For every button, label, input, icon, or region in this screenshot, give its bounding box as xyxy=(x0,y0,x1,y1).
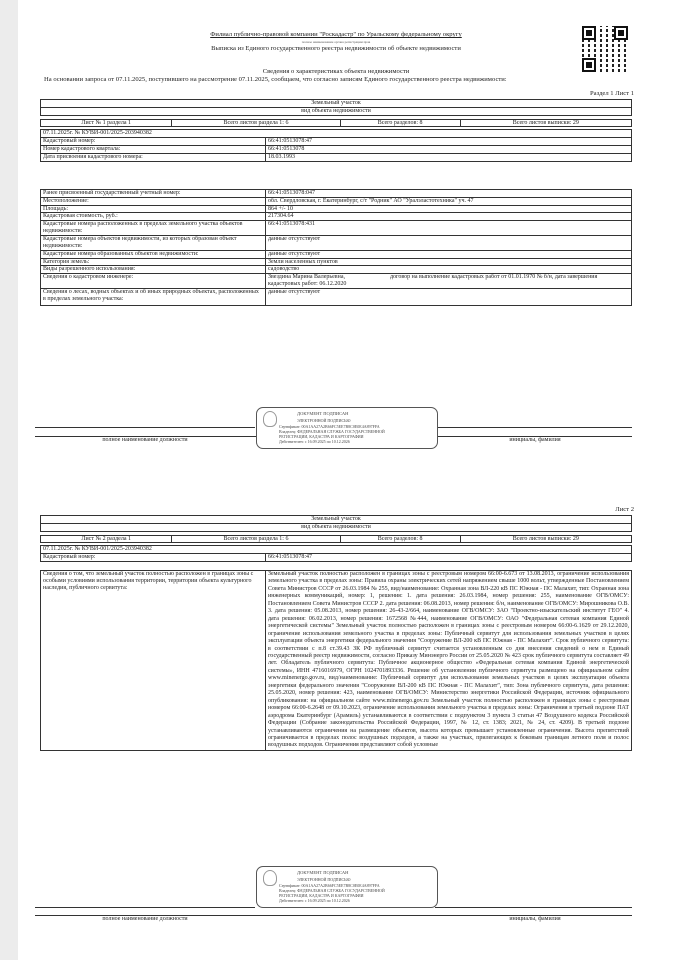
table-row xyxy=(41,570,632,750)
table-row: Дата присвоения кадастрового номера: 18.03.1993 xyxy=(41,153,632,161)
table-row: Кадастровые номера расположенных в пределах земельного участка объектов недвижимости: 66:41:0513078:431 xyxy=(41,221,632,236)
table-row: Кадастровый номер: 66:41:0513078:47 xyxy=(41,554,632,562)
total-section-sheets: Всего листов раздела 1: 6 xyxy=(172,535,340,543)
table-row: Местоположение: обл. Свердловская, г. Екатеринбург, с/т "Родник" АО "Уралэластотехника" уч. 47 xyxy=(41,197,632,205)
object-type-caption: вид объекта недвижимости xyxy=(41,523,632,531)
date-number: 07.11.2025г. № КУВИ-001/2025-203940382 xyxy=(41,546,632,554)
object-type-table xyxy=(40,99,632,162)
organization-name: Филиал публично-правовой компании "Роскадастр" по Уральскому федеральному округу xyxy=(210,31,462,38)
characteristics-table xyxy=(40,189,632,306)
zone-value: Земельный участок полностью расположен в границах зоны с реестровым номером 66:00-6.673 от 13.08.2013, ограничение использования земельного участка в пределах зоны: Правила охраны электрических сетей напряжением свыше 1000 вольт, утвержденные Постановлением Совета Министров СССР от 26.03.1984 № 255, вид/наименование: Охранная зона ВЛ-220 кВ ПС Южная - ПС Малахит, тип: Охранная зона инженерных коммуникаций, номер: 1, решения: 1. дата решения: 26.03.1984, номер решения: 255, наименование ОГВ/ОМСУ: Постановлением Совета Министров СССР 2. дата решения: 06.08.2013, номер решения: б/н, наименование ОГВ/ОМСУ: Мирошникова О.В. 3. дата решения: 05.08.2013, номер решения: 26-43-2/664, наименование ОГВ/ОМСУ: ЗАО "Проектно-изыскательский институт ГЕО" 4. дата решения: 06.02.2013, номер решения: 1672568 №444, наименование ОГВ/ОМСУ: ОАО "Федеральная сетевая компания Единой энергетической системы" Земельный участок полностью расположен в границах зоны с реестровым номером 66:00-6.1629 от 29.12.2020, ограничение использования земельного участка в пределах зоны: Публичный сервитут для использования земельных участков в целях эксплуатации объекта энергетики федерального значения "Сооружение ВЛ-200 кВ ПС Южная - ПС Малахит". Срок публичного сервитута: в соответствии с п.8 ст.39.43 ЗК РФ публичный сервитут считается установленным со дня внесения сведений о нем в Единый государственный реестр недвижимости, согласно Приказу Минэнерго России от 25.05.2020 № 423 срок публичного сервитута составляет 49 лет. Обладатель публичного сервитута: Публичное акционерное общество «Федеральная сетевая компания Единой энергетической системы», ИНН 4716016979, ОГРН 1024701893336. Решение об установлении публичного сервитута размещено на официальном сайте www.minenergo.gov.ru, вид/наименование: Публичный сервитут для использования земельных участков в целях эксплуатации объекта энергетики федерального значения "Сооружение ВЛ-200 кВ ПС Южная - ПС Малахит", тип: Зона публичного сервитута, дата решения: 25.05.2020, номер решения: 423, наименование ОГВ/ОМСУ: Министерство энергетики Российской Федерации, источник официального опубликования: на официальном сайте www.minenergo.gov.ru Земельный участок полностью расположен в границах зоны с реестровым номером 66:00-6.2648 от 09.10.2023, ограничение использования земельного участка в пределах зоны: Ограничения в третьей подзоне ПАТ аэродрома Екатеринбург (Арамиль) устанавливаются в соответствии с подпунктом 3 пункта 3 статьи 47 Воздушного кодекса Российской Федерации (Собрание законодательства Российской Федерации, 1997, № 12, ст. 1383; 2021, № 24, ст. 4209). В третьей подзоне устанавливаются ограничения на размещение объектов, высота которых превышает установленные ограничения. Высота препятствий ограничивается в пределах полос воздушных подходов, а также на участках, прилегающих к боковым границам летного поля и полос воздушных подходов. Ограничения представляют собой условные xyxy=(266,570,632,750)
emblem-icon xyxy=(263,411,277,427)
table-row: Сведения о кадастровом инженере: Звездина Марина Валерьевна, договор на выполнение кадастровых работ от 01.01.1970 № б/н, дата завершения кадастровых работ: 06.12.2020 xyxy=(41,274,632,289)
electronic-signature-stamp: ДОКУМЕНТ ПОДПИСАН ЭЛЕКТРОННОЙ ПОДПИСЬЮ Сертификат: 00A1AA27A2B66FC5EE7B8C0E0E4A897FFA Владелец: ФЕДЕРАЛЬНАЯ СЛУЖБА ГОСУДАРСТВЕННОЙ РЕГИСТРАЦИИ, КАДАСТРА И КАРТОГРАФИИ Действителен: с 16.09.2025 по 10.12.2026 xyxy=(256,407,438,449)
table-row: Кадастровые номера объектов недвижимости, из которых образован объект недвижимости: данные отсутствуют xyxy=(41,236,632,251)
date-number: 07.11.2025г. № КУВИ-001/2025-203940382 xyxy=(41,130,632,138)
divider xyxy=(35,427,255,428)
divider xyxy=(435,907,632,908)
object-type: Земельный участок xyxy=(41,516,632,524)
request-statement: На основании запроса от 07.11.2025, поступившего на рассмотрение 07.11.2025, сообщаем, что согласно записям Единого государственного реестра недвижимости: xyxy=(44,76,507,83)
position-label: полное наименование должности xyxy=(102,437,188,443)
table-row: Виды разрешенного использования: садоводство xyxy=(41,266,632,274)
table-row: Номер кадастрового квартала: 66:41:0513078 xyxy=(41,145,632,153)
name-label: инициалы, фамилия xyxy=(509,916,561,922)
table-row: Категория земель: Земли населенных пунктов xyxy=(41,258,632,266)
total-section-sheets: Всего листов раздела 1: 6 xyxy=(172,119,340,127)
section-sheet-label: Раздел 1 Лист 1 xyxy=(590,90,634,97)
total-extract-sheets: Всего листов выписки: 29 xyxy=(460,535,631,543)
total-sections: Всего разделов: 8 xyxy=(340,119,460,127)
divider xyxy=(35,907,255,908)
scan-margin xyxy=(0,0,18,960)
position-label: полное наименование должности xyxy=(102,916,188,922)
sheet-label: Лист 2 xyxy=(615,506,634,513)
divider xyxy=(435,427,632,428)
object-type-table-2 xyxy=(40,515,632,751)
table-row: Площадь: 864 +/- 10 xyxy=(41,205,632,213)
zone-label: Сведения о том, что земельный участок полностью расположен в границах зоны с особыми условиями использования территории, территории объекта культурного наследия, публичного сервитута: xyxy=(41,570,266,750)
document-subtitle: Сведения о характеристиках объекта недвижимости xyxy=(262,68,410,75)
sheet-number: Лист № 2 раздела 1 xyxy=(41,535,172,543)
total-sections: Всего разделов: 8 xyxy=(340,535,460,543)
table-row: Ранее присвоенный государственный учетный номер: 66:41:0513078:047 xyxy=(41,190,632,198)
qr-code xyxy=(582,26,628,72)
document-title: Выписка из Единого государственного реестра недвижимости об объекте недвижимости xyxy=(211,45,461,52)
total-extract-sheets: Всего листов выписки: 29 xyxy=(460,119,631,127)
table-row: Сведения о лесах, водных объектах и об иных природных объектах, расположенных в пределах земельного участка: данные отсутствуют xyxy=(41,289,632,306)
sheet-number: Лист № 1 раздела 1 xyxy=(41,119,172,127)
organization-caption: полное наименование органа регистрации прав xyxy=(301,40,371,44)
object-type: Земельный участок xyxy=(41,100,632,108)
table-row: Кадастровый номер: 66:41:0513078:47 xyxy=(41,138,632,146)
table-row: Кадастровая стоимость, руб.: 217304.64 xyxy=(41,213,632,221)
emblem-icon xyxy=(263,870,277,886)
name-label: инициалы, фамилия xyxy=(509,437,561,443)
object-type-caption: вид объекта недвижимости xyxy=(41,107,632,115)
electronic-signature-stamp: ДОКУМЕНТ ПОДПИСАН ЭЛЕКТРОННОЙ ПОДПИСЬЮ Сертификат: 00A1AA27A2B66FC5EE7B8C0E0E4A897FFA Владелец: ФЕДЕРАЛЬНАЯ СЛУЖБА ГОСУДАРСТВЕННОЙ РЕГИСТРАЦИИ, КАДАСТРА И КАРТОГРАФИИ Действителен: с 16.09.2025 по 10.12.2026 xyxy=(256,866,438,908)
table-row: Кадастровые номера образованных объектов недвижимости: данные отсутствуют xyxy=(41,250,632,258)
